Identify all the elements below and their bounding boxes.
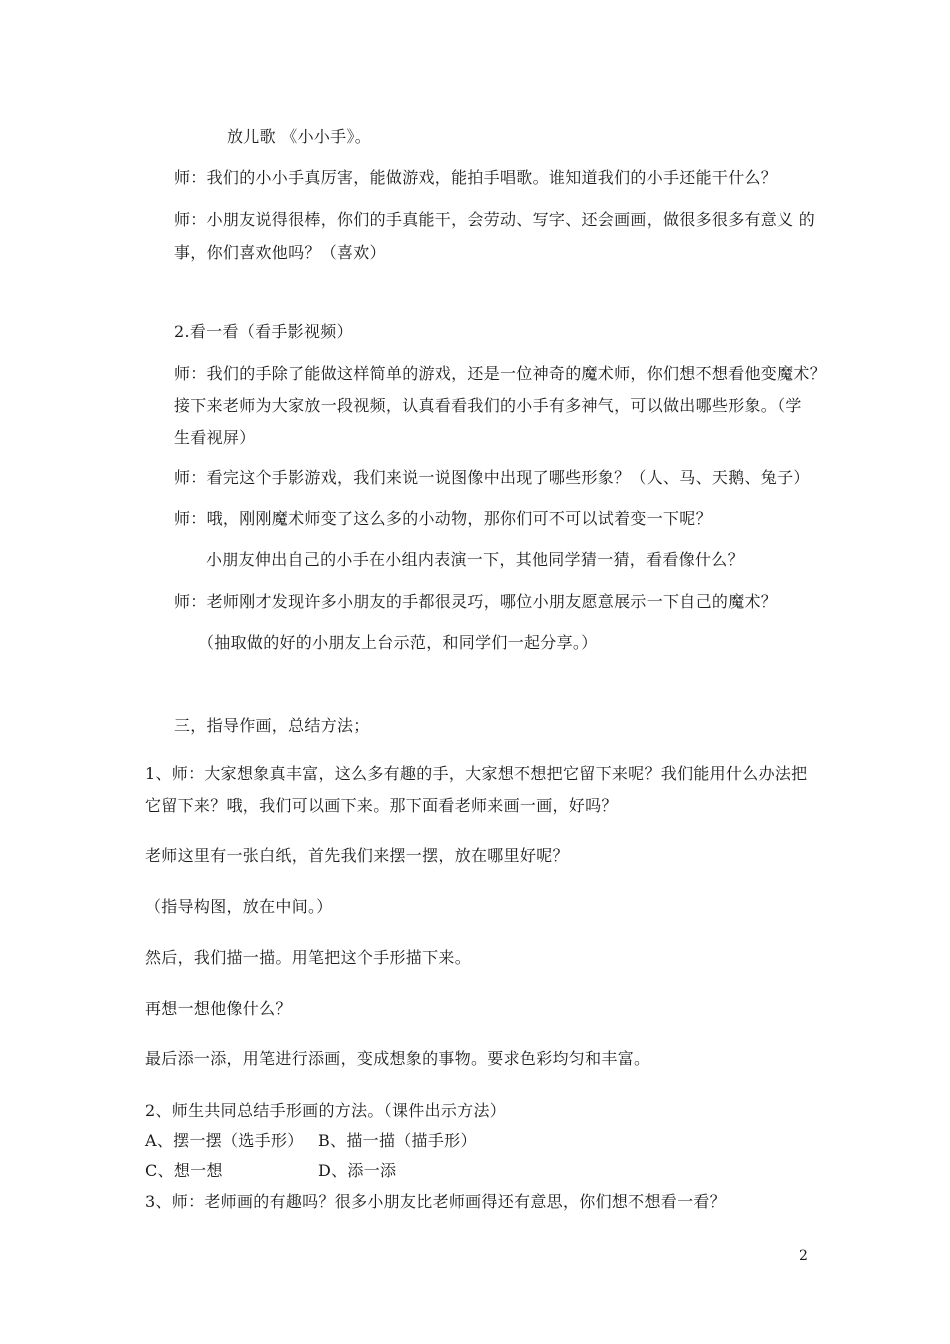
method-b: B、描一描（描手形） xyxy=(318,1131,477,1150)
text-line-demonstration: （抽取做的好的小朋友上台示范，和同学们一起分享。） xyxy=(198,633,598,652)
text-line-add: 最后添一添，用笔进行添画，变成想象的事物。要求色彩均匀和丰富。 xyxy=(145,1049,651,1068)
text-line-step1b: 它留下来？哦，我们可以画下来。那下面看老师来画一画，好吗？ xyxy=(145,796,618,815)
text-line-summary: 2、师生共同总结手形画的方法。（课件出示方法） xyxy=(145,1101,507,1120)
method-c: C、想一想 xyxy=(145,1161,223,1180)
text-line-students-perform: 小朋友伸出自己的小手在小组内表演一下，其他同学猜一猜，看看像什么？ xyxy=(206,550,744,569)
text-line-teacher-2a: 师：小朋友说得很棒，你们的手真能干，会劳动、写字、还会画画，做很多很多有意义 的 xyxy=(174,210,816,229)
text-line-teacher-5: 师：哦，刚刚魔术师变了这么多的小动物，那你们可不可以试着变一下呢？ xyxy=(174,509,712,528)
text-line-paper: 老师这里有一张白纸，首先我们来摆一摆，放在哪里好呢？ xyxy=(145,846,569,865)
text-line-teacher-4: 师：看完这个手影游戏，我们来说一说图像中出现了哪些形象？（人、马、天鹅、兔子） xyxy=(174,468,810,487)
text-line-teacher-3a: 师：我们的手除了能做这样简单的游戏，还是一位神奇的魔术师，你们想不想看他变魔术？ xyxy=(174,364,827,383)
text-line-teacher-2b: 事，你们喜欢他吗？（喜欢） xyxy=(174,243,386,262)
text-line-trace: 然后，我们描一描。用笔把这个手形描下来。 xyxy=(145,948,472,967)
text-line-imagine: 再想一想他像什么？ xyxy=(145,999,292,1018)
text-line-teacher-6: 师：老师刚才发现许多小朋友的手都很灵巧，哪位小朋友愿意展示一下自己的魔术？ xyxy=(174,592,778,611)
section-heading-guide: 三，指导作画，总结方法； xyxy=(174,716,370,735)
text-line-composition: （指导构图，放在中间。） xyxy=(145,897,333,916)
method-d: D、添一添 xyxy=(318,1161,397,1180)
section-heading-watch: 2.看一看（看手影视频） xyxy=(174,322,353,341)
text-line-teacher-3c: 生看视屏） xyxy=(174,428,256,447)
text-line-teacher-3b: 接下来老师为大家放一段视频，认真看看我们的小手有多神气，可以做出哪些形象。（学 xyxy=(174,396,802,415)
page-number: 2 xyxy=(799,1248,808,1264)
method-a: A、摆一摆（选手形） xyxy=(145,1131,304,1150)
text-line-step1a: 1、师：大家想象真丰富，这么多有趣的手，大家想不想把它留下来呢？我们能用什么办法把 xyxy=(145,764,808,783)
text-line-song: 放儿歌 《小小手》。 xyxy=(227,127,372,146)
text-line-step3: 3、师：老师画的有趣吗？很多小朋友比老师画得还有意思，你们想不想看一看？ xyxy=(145,1192,726,1211)
text-line-teacher-1: 师：我们的小小手真厉害，能做游戏，能拍手唱歌。谁知道我们的小手还能干什么？ xyxy=(174,168,778,187)
